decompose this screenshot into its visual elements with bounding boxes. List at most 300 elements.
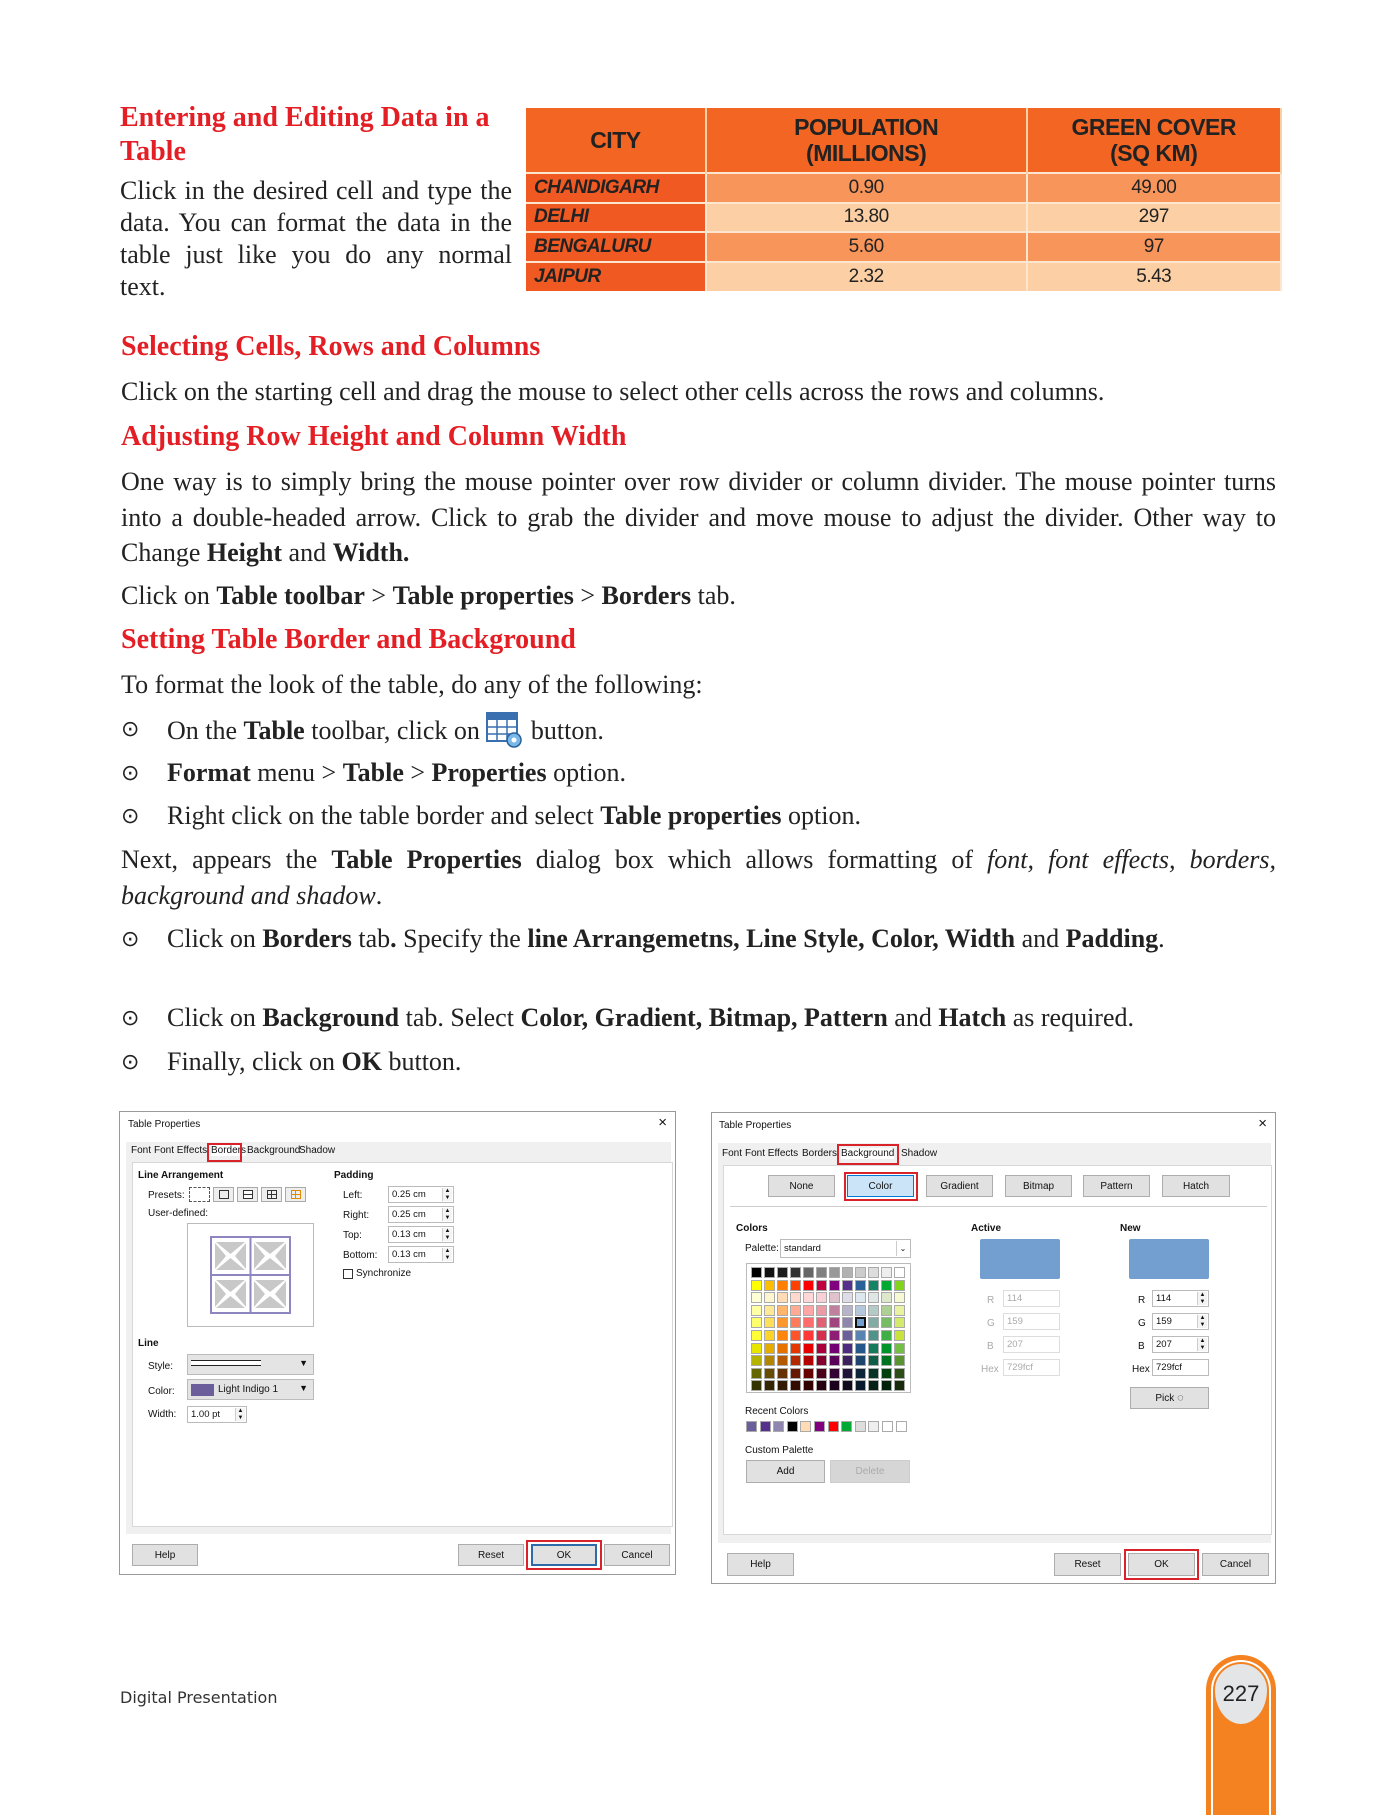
table-row (526, 173, 1281, 203)
bold-text: Format (167, 758, 251, 787)
recent-color-swatch[interactable] (746, 1421, 757, 1432)
line-style-dropdown[interactable] (187, 1354, 314, 1375)
text: tab. (691, 581, 736, 610)
palette-swatch[interactable] (868, 1355, 879, 1366)
palette-swatch[interactable] (751, 1343, 762, 1354)
palette-swatch[interactable] (855, 1330, 866, 1341)
padding-left-label: Left: (343, 1190, 363, 1201)
divider (730, 1206, 1267, 1207)
table-header-row (526, 108, 1281, 173)
dropdown-arrow-icon: ▼ (299, 1358, 308, 1368)
text: option. (546, 758, 627, 787)
table-properties-dialog-background (711, 1112, 1276, 1584)
cancel-button[interactable]: Cancel (1202, 1553, 1269, 1576)
heading-setting-table-border: Setting Table Border and Background (121, 624, 576, 655)
new-b-label: B (1138, 1341, 1145, 1352)
borders-panel (132, 1162, 673, 1527)
palette-swatch[interactable] (790, 1292, 801, 1303)
text: . (1158, 924, 1165, 953)
palette-swatch[interactable] (816, 1267, 827, 1278)
palette-swatch[interactable] (829, 1330, 840, 1341)
palette-swatch[interactable] (777, 1330, 788, 1341)
palette-swatch[interactable] (829, 1305, 840, 1316)
bold-text: Width. (332, 538, 410, 567)
bold-text: OK (341, 1047, 382, 1076)
palette-swatch[interactable] (764, 1330, 775, 1341)
palette-swatch[interactable] (829, 1317, 840, 1328)
highlight-box (844, 1172, 918, 1201)
recent-color-swatch[interactable] (760, 1421, 771, 1432)
tab-background[interactable]: Background (247, 1145, 301, 1156)
new-hex-label: Hex (1132, 1364, 1150, 1375)
color-value: Light Indigo 1 (218, 1384, 279, 1395)
tab-font[interactable]: Font (131, 1145, 152, 1156)
presets-group (189, 1187, 306, 1202)
palette-swatch[interactable] (751, 1317, 762, 1328)
palette-swatch[interactable] (816, 1330, 827, 1341)
new-g-label: G (1138, 1318, 1146, 1329)
reset-button[interactable]: Reset (1054, 1553, 1121, 1576)
palette-swatch[interactable] (855, 1267, 866, 1278)
bullet-item (121, 1044, 1276, 1080)
palette-swatch[interactable] (829, 1343, 840, 1354)
padding-right-field[interactable] (388, 1206, 454, 1223)
text: > (364, 581, 393, 610)
bold-text: Table properties (392, 581, 574, 610)
palette-swatch[interactable] (803, 1267, 814, 1278)
color-swatch (191, 1384, 214, 1396)
text: option. (781, 801, 861, 830)
palette-swatch[interactable] (868, 1280, 879, 1291)
text: > (403, 758, 432, 787)
palette-swatch[interactable] (764, 1368, 775, 1379)
palette-swatch[interactable] (829, 1355, 840, 1366)
palette-swatch[interactable] (868, 1368, 879, 1379)
spin-arrows-icon[interactable]: ▲ ▼ (442, 1248, 452, 1261)
pattern-button[interactable]: Pattern (1083, 1175, 1150, 1197)
palette-swatch[interactable] (790, 1317, 801, 1328)
tab-font-effects[interactable]: Font Effects (154, 1145, 208, 1156)
custom-palette-label: Custom Palette (745, 1445, 814, 1456)
palette-swatch[interactable] (894, 1343, 905, 1354)
spin-arrows-icon[interactable]: ▲ ▼ (442, 1228, 452, 1241)
bold-text: Table (243, 716, 305, 745)
style-label: Style: (148, 1361, 174, 1372)
hatch-button[interactable]: Hatch (1162, 1175, 1230, 1197)
palette-swatch[interactable] (881, 1380, 892, 1391)
palette-swatch[interactable] (868, 1292, 879, 1303)
text: and (282, 538, 333, 567)
active-color-preview (980, 1239, 1060, 1279)
palette-swatch[interactable] (751, 1305, 762, 1316)
paragraph-selecting-cells: Click on the starting cell and drag the mouse to select other cells across the rows and columns. (121, 377, 1105, 406)
palette-swatch[interactable] (842, 1355, 853, 1366)
palette-swatch[interactable] (803, 1305, 814, 1316)
new-hex-field[interactable]: 729fcf (1152, 1359, 1209, 1376)
presets-label: Presets: (148, 1190, 185, 1201)
bullet-icon: ⊙ (121, 1005, 140, 1030)
cell-population: 5.60 (706, 232, 1027, 262)
cell-city: DELHI (526, 203, 706, 233)
palette-swatch[interactable] (764, 1292, 775, 1303)
color-palette-grid[interactable] (746, 1263, 911, 1393)
width-label: Width: (148, 1409, 177, 1420)
palette-swatch[interactable] (816, 1343, 827, 1354)
palette-swatch[interactable] (764, 1305, 775, 1316)
palette-swatch[interactable] (816, 1380, 827, 1391)
palette-swatch[interactable] (894, 1380, 905, 1391)
tab-font[interactable]: Font (722, 1148, 743, 1159)
field-value: 1.00 pt (191, 1409, 221, 1420)
palette-swatch[interactable] (790, 1368, 801, 1379)
palette-swatch[interactable] (790, 1380, 801, 1391)
close-icon[interactable]: × (1258, 1115, 1267, 1132)
new-r-label: R (1138, 1295, 1146, 1306)
palette-swatch[interactable] (855, 1292, 866, 1303)
padding-top-field[interactable] (388, 1226, 454, 1243)
page-number: 227 (1215, 1664, 1267, 1724)
palette-swatch[interactable] (894, 1292, 905, 1303)
palette-swatch[interactable] (894, 1330, 905, 1341)
palette-swatch[interactable] (894, 1267, 905, 1278)
recent-color-swatch[interactable] (855, 1421, 866, 1432)
add-button[interactable]: Add (746, 1460, 825, 1483)
palette-swatch[interactable] (842, 1343, 853, 1354)
palette-swatch[interactable] (842, 1380, 853, 1391)
bold-text: . (390, 924, 397, 953)
ok-button[interactable]: OK (531, 1544, 597, 1566)
spin-arrows-icon[interactable]: ▲ ▼ (442, 1188, 452, 1201)
text: Finally, click on (167, 1047, 342, 1076)
palette-swatch[interactable] (842, 1292, 853, 1303)
palette-swatch[interactable] (777, 1305, 788, 1316)
paragraph-next (121, 842, 1276, 913)
paragraph-adjusting (121, 464, 1276, 571)
palette-swatch[interactable] (868, 1267, 879, 1278)
active-b-field: 207 (1003, 1336, 1060, 1353)
text: tab (351, 924, 391, 953)
highlight-box (207, 1143, 242, 1162)
recent-color-swatch[interactable] (814, 1421, 825, 1432)
recent-color-swatch[interactable] (828, 1421, 839, 1432)
field-value: 0.25 cm (392, 1189, 426, 1200)
text: and (1015, 924, 1066, 953)
header-city: CITY (526, 108, 706, 173)
palette-swatch[interactable] (790, 1305, 801, 1316)
bold-text: Background (262, 1003, 400, 1032)
text: Right click on the table border and select (167, 801, 601, 830)
palette-swatch[interactable] (790, 1280, 801, 1291)
bold-text: Borders (262, 924, 352, 953)
cancel-button[interactable]: Cancel (604, 1544, 670, 1566)
paragraph-table-toolbar-path (121, 578, 1276, 614)
palette-swatch[interactable] (803, 1355, 814, 1366)
palette-swatch[interactable] (803, 1330, 814, 1341)
bullet-icon: ⊙ (121, 803, 140, 828)
palette-swatch[interactable] (777, 1380, 788, 1391)
field-value: 114 (1156, 1293, 1172, 1304)
palette-swatch[interactable] (881, 1305, 892, 1316)
tab-background[interactable]: Background (841, 1148, 895, 1159)
bold-text: Table Properties (331, 845, 522, 874)
line-label: Line (138, 1338, 159, 1349)
bold-text: line Arrangemetns, Line Style, Color, Width (527, 924, 1016, 953)
palette-swatch[interactable] (816, 1355, 827, 1366)
highlight-box (1124, 1549, 1199, 1580)
palette-swatch[interactable] (816, 1317, 827, 1328)
tab-shadow[interactable]: Shadow (299, 1145, 336, 1156)
palette-swatch[interactable] (751, 1380, 762, 1391)
recent-color-swatch[interactable] (882, 1421, 893, 1432)
gradient-button[interactable]: Gradient (926, 1175, 993, 1197)
palette-swatch[interactable] (842, 1280, 853, 1291)
field-value: 0.25 cm (392, 1209, 426, 1220)
palette-swatch[interactable] (803, 1280, 814, 1291)
palette-swatch[interactable] (855, 1317, 866, 1328)
text: Click on (167, 924, 263, 953)
field-value: 207 (1156, 1339, 1172, 1350)
none-button[interactable]: None (768, 1175, 835, 1197)
tab-font-effects[interactable]: Font Effects (745, 1148, 799, 1159)
palette-swatch[interactable] (816, 1368, 827, 1379)
dialog-title: Table Properties (719, 1120, 792, 1131)
palette-swatch[interactable] (881, 1368, 892, 1379)
palette-swatch[interactable] (842, 1267, 853, 1278)
palette-select[interactable] (780, 1239, 911, 1258)
table-row (526, 203, 1281, 233)
recent-color-swatch[interactable] (773, 1421, 784, 1432)
palette-swatch[interactable] (894, 1368, 905, 1379)
new-r-field[interactable] (1152, 1290, 1209, 1307)
recent-color-swatch[interactable] (868, 1421, 879, 1432)
palette-swatch[interactable] (751, 1280, 762, 1291)
palette-swatch[interactable] (764, 1280, 775, 1291)
active-r-field: 114 (1003, 1290, 1060, 1307)
palette-swatch[interactable] (829, 1380, 840, 1391)
palette-swatch[interactable] (855, 1380, 866, 1391)
padding-left-field[interactable] (388, 1186, 454, 1203)
palette-swatch[interactable] (777, 1343, 788, 1354)
palette-swatch[interactable] (842, 1368, 853, 1379)
delete-button[interactable]: Delete (830, 1460, 910, 1483)
palette-swatch[interactable] (764, 1380, 775, 1391)
ok-button[interactable]: OK (1128, 1553, 1195, 1576)
reset-button[interactable]: Reset (458, 1544, 524, 1566)
highlight-box (837, 1144, 899, 1165)
help-button[interactable]: Help (132, 1544, 198, 1566)
bold-text: Borders (601, 581, 692, 610)
tab-borders[interactable]: Borders (211, 1145, 247, 1156)
pick-button[interactable] (1130, 1387, 1209, 1409)
new-b-field[interactable] (1152, 1336, 1209, 1353)
palette-swatch[interactable] (803, 1380, 814, 1391)
new-label: New (1120, 1223, 1141, 1234)
bullet-item (121, 755, 1276, 791)
palette-swatch[interactable] (803, 1292, 814, 1303)
spin-arrows-icon[interactable]: ▲ ▼ (235, 1408, 245, 1421)
bullet-item (121, 798, 1276, 834)
active-label: Active (971, 1223, 1002, 1234)
highlight-box (526, 1540, 602, 1570)
text: One way is to simply bring the mouse pointer over row divider or column divider. The mouse pointer turns into a double-headed arrow. Click to grab the divider and move mouse to adjust the divider. Other way to Change (121, 467, 1276, 567)
palette-swatch[interactable] (855, 1280, 866, 1291)
colors-label: Colors (736, 1223, 768, 1234)
field-value: 0.13 cm (392, 1249, 426, 1260)
text: tab. Select (399, 1003, 521, 1032)
palette-swatch[interactable] (829, 1267, 840, 1278)
footer-book-title: Digital Presentation (120, 1688, 278, 1707)
chevron-down-icon: ⌄ (896, 1241, 909, 1256)
spin-arrows-icon[interactable]: ▲ ▼ (1197, 1315, 1207, 1328)
palette-swatch[interactable] (803, 1317, 814, 1328)
line-color-dropdown[interactable] (187, 1379, 314, 1400)
palette-swatch[interactable] (751, 1355, 762, 1366)
bold-text: Table (342, 758, 404, 787)
bitmap-button[interactable]: Bitmap (1005, 1175, 1072, 1197)
preset-outer-horizontal-icon[interactable] (237, 1187, 258, 1202)
tab-shadow[interactable]: Shadow (901, 1148, 938, 1159)
spin-arrows-icon[interactable]: ▲ ▼ (442, 1208, 452, 1221)
palette-swatch[interactable] (855, 1343, 866, 1354)
preset-outer-only-icon[interactable] (285, 1187, 306, 1202)
palette-swatch[interactable] (842, 1317, 853, 1328)
palette-swatch[interactable] (894, 1317, 905, 1328)
line-width-field[interactable] (187, 1406, 247, 1423)
active-hex-label: Hex (981, 1364, 999, 1375)
palette-swatch[interactable] (751, 1330, 762, 1341)
synchronize-label: Synchronize (356, 1268, 412, 1279)
palette-swatch[interactable] (868, 1343, 879, 1354)
palette-swatch[interactable] (881, 1355, 892, 1366)
text: Click on (167, 1003, 263, 1032)
spin-arrows-icon[interactable]: ▲ ▼ (1197, 1292, 1207, 1305)
palette-swatch[interactable] (764, 1317, 775, 1328)
cell-green-cover: 49.00 (1027, 173, 1281, 203)
recent-color-swatch[interactable] (800, 1421, 811, 1432)
bold-text: Padding (1065, 924, 1159, 953)
palette-swatch[interactable] (855, 1355, 866, 1366)
city-data-table (526, 108, 1282, 291)
bullet-item (121, 711, 1276, 749)
recent-color-swatch[interactable] (896, 1421, 907, 1432)
palette-swatch[interactable] (868, 1380, 879, 1391)
cell-population: 0.90 (706, 173, 1027, 203)
palette-swatch[interactable] (790, 1343, 801, 1354)
preset-outer-border-icon[interactable] (213, 1187, 234, 1202)
palette-swatch[interactable] (803, 1343, 814, 1354)
palette-swatch[interactable] (868, 1317, 879, 1328)
user-defined-label: User-defined: (148, 1208, 209, 1219)
palette-swatch[interactable] (829, 1292, 840, 1303)
paragraph-intro: To format the look of the table, do any of the following: (121, 670, 703, 699)
border-preview-icon[interactable] (187, 1223, 314, 1327)
active-hex-field: 729fcf (1003, 1359, 1060, 1376)
palette-swatch[interactable] (894, 1305, 905, 1316)
new-g-field[interactable] (1152, 1313, 1209, 1330)
preset-none-icon[interactable] (189, 1187, 210, 1202)
active-b-label: B (987, 1341, 994, 1352)
table-properties-icon (486, 711, 524, 749)
padding-bottom-label: Bottom: (343, 1250, 378, 1261)
palette-swatch[interactable] (881, 1330, 892, 1341)
palette-swatch[interactable] (842, 1305, 853, 1316)
palette-swatch[interactable] (881, 1280, 892, 1291)
text: Click on (121, 581, 217, 610)
recent-color-swatch[interactable] (841, 1421, 852, 1432)
palette-swatch[interactable] (881, 1267, 892, 1278)
palette-swatch[interactable] (777, 1280, 788, 1291)
synchronize-checkbox[interactable] (343, 1268, 411, 1279)
cell-city: JAIPUR (526, 262, 706, 292)
help-button[interactable]: Help (727, 1553, 794, 1576)
spin-arrows-icon[interactable]: ▲ ▼ (1197, 1338, 1207, 1351)
palette-swatch[interactable] (764, 1343, 775, 1354)
palette-swatch[interactable] (855, 1305, 866, 1316)
active-g-label: G (987, 1318, 995, 1329)
palette-swatch[interactable] (816, 1305, 827, 1316)
palette-swatch[interactable] (790, 1330, 801, 1341)
recent-colors-row[interactable] (746, 1421, 911, 1433)
palette-swatch[interactable] (777, 1355, 788, 1366)
padding-top-label: Top: (343, 1230, 362, 1241)
padding-bottom-field[interactable] (388, 1246, 454, 1263)
heading-selecting-cells: Selecting Cells, Rows and Columns (121, 331, 541, 362)
palette-swatch[interactable] (881, 1317, 892, 1328)
palette-swatch[interactable] (829, 1368, 840, 1379)
palette-swatch[interactable] (777, 1267, 788, 1278)
palette-swatch[interactable] (751, 1292, 762, 1303)
bold-text: Height (206, 538, 283, 567)
palette-swatch[interactable] (777, 1368, 788, 1379)
palette-swatch[interactable] (777, 1292, 788, 1303)
palette-swatch[interactable] (842, 1330, 853, 1341)
palette-swatch[interactable] (790, 1267, 801, 1278)
preset-all-borders-icon[interactable] (261, 1187, 282, 1202)
paragraph-entering-data: Click in the desired cell and type the data. You can format the data in the table just like you do any normal text. (120, 176, 512, 301)
palette-swatch[interactable] (829, 1280, 840, 1291)
palette-swatch[interactable] (803, 1368, 814, 1379)
palette-swatch[interactable] (751, 1267, 762, 1278)
checkbox-icon[interactable] (343, 1269, 353, 1279)
palette-swatch[interactable] (894, 1280, 905, 1291)
palette-swatch[interactable] (868, 1330, 879, 1341)
bold-text: Hatch (938, 1003, 1007, 1032)
recent-color-swatch[interactable] (787, 1421, 798, 1432)
cell-green-cover: 5.43 (1027, 262, 1281, 292)
palette-swatch[interactable] (894, 1355, 905, 1366)
palette-swatch[interactable] (751, 1368, 762, 1379)
palette-swatch[interactable] (868, 1305, 879, 1316)
palette-swatch[interactable] (764, 1355, 775, 1366)
palette-swatch[interactable] (881, 1292, 892, 1303)
tab-borders[interactable]: Borders (802, 1148, 838, 1159)
palette-swatch[interactable] (777, 1317, 788, 1328)
palette-swatch[interactable] (855, 1368, 866, 1379)
dialog-title: Table Properties (128, 1119, 201, 1130)
color-button[interactable]: Color (847, 1175, 914, 1197)
palette-swatch[interactable] (816, 1292, 827, 1303)
palette-swatch[interactable] (881, 1343, 892, 1354)
table-row (526, 262, 1281, 292)
palette-swatch[interactable] (816, 1280, 827, 1291)
palette-swatch[interactable] (790, 1355, 801, 1366)
palette-swatch[interactable] (764, 1267, 775, 1278)
header-population: POPULATION (MILLIONS) (706, 108, 1027, 173)
line-arrangement-label: Line Arrangement (138, 1170, 224, 1181)
header-green-cover: GREEN COVER (SQ KM) (1027, 108, 1281, 173)
heading-entering-editing-data: Entering and Editing Data in a Table (120, 102, 490, 167)
close-icon[interactable]: × (658, 1114, 667, 1131)
